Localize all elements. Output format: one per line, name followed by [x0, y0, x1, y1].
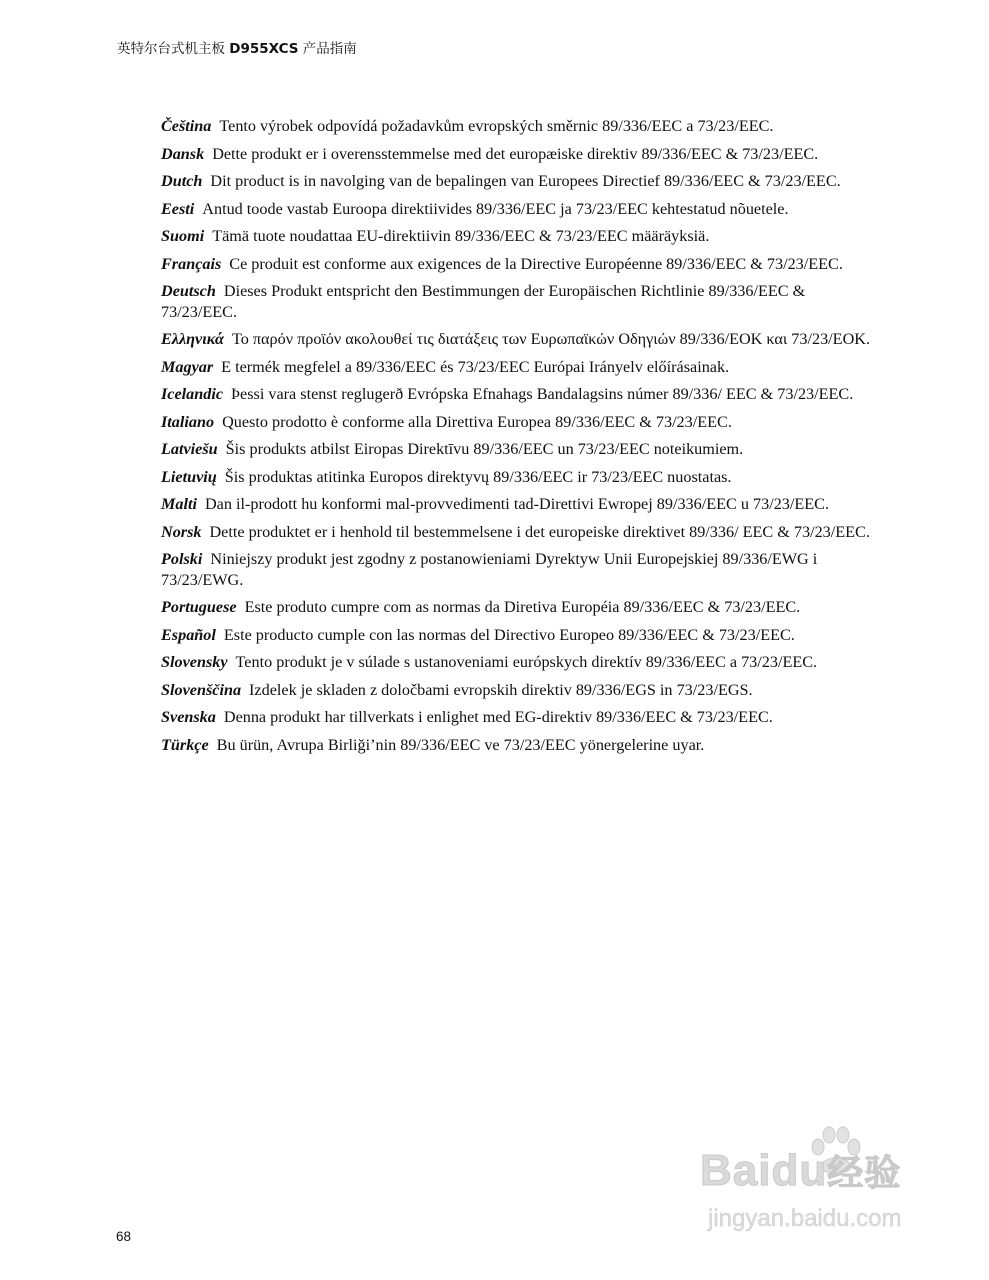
language-label: Norsk: [161, 522, 202, 541]
list-item: [161, 116, 883, 137]
header-suffix: 产品指南: [302, 41, 357, 57]
language-label: Slovenščina: [161, 680, 242, 699]
statement-text: Antud toode vastab Euroopa direktiivides 89/336/EEC ja 73/23/EEC kehtestatud nõuetele.: [202, 199, 789, 218]
statement-text: Dit product is in navolging van de bepalingen van Europees Directief 89/336/EEC & 73/23/EEC.: [210, 172, 841, 190]
statement-text: Šis produkts atbilst Eiropas Direktīvu 89/336/EEC un 73/23/EEC noteikumiem.: [225, 440, 744, 458]
list-item: [161, 735, 883, 756]
language-label: Español: [161, 625, 216, 644]
list-item: [161, 652, 883, 673]
statement-text: Izdelek je skladen z določbami evropskih direktiv 89/336/EGS in 73/23/EGS.: [249, 680, 753, 699]
list-item: [161, 494, 883, 515]
statement-text: Dette produkt er i overensstemmelse med det europæiske direktiv 89/336/EEC & 73/23/EEC.: [212, 144, 819, 163]
list-item: [161, 226, 883, 247]
statement-text: E termék megfelel a 89/336/EEC és 73/23/EEC Európai Irányelv előírásainak.: [221, 357, 730, 376]
watermark-logo: [700, 1145, 901, 1196]
statement-text: Este produto cumpre com as normas da Diretiva Européia 89/336/EEC & 73/23/EEC.: [244, 598, 801, 616]
list-item: [161, 467, 883, 488]
language-label: Dansk: [161, 144, 205, 163]
statement-text: Dette produktet er i henhold til bestemmelsene i det europeiske direktivet 89/336/ EEC & 73/23/EEC.: [209, 522, 870, 541]
language-label: Suomi: [161, 227, 205, 245]
language-label: Ελληνικά: [161, 330, 224, 348]
language-label: Icelandic: [161, 385, 224, 403]
language-label: Latviešu: [161, 440, 218, 458]
list-item: [161, 384, 883, 405]
statement-text: Šis produktas atitinka Europos direktyvų 89/336/EEC ir 73/23/EEC nuostatas.: [224, 467, 732, 486]
statement-text: Este producto cumple con las normas del Directivo Europeo 89/336/EEC & 73/23/EEC.: [223, 625, 795, 644]
list-item: [161, 412, 883, 433]
watermark-bai: Bai: [700, 1146, 772, 1195]
list-item: [161, 281, 883, 322]
header-model: D955XCS: [229, 41, 299, 57]
list-item: [161, 707, 883, 728]
language-label: Eesti: [161, 199, 195, 218]
watermark-url: jingyan.baidu.com: [708, 1205, 902, 1232]
statement-text: Tento produkt je v súlade s ustanoveniami európskych direktív 89/336/EEC a 73/23/EEC.: [235, 653, 818, 671]
language-label: Magyar: [161, 357, 214, 376]
language-label: Lietuvių: [161, 467, 217, 486]
statement-text: Þessi vara stenst reglugerð Evrópska Efnahags Bandalagsins númer 89/336/ EEC & 73/23/EEC.: [231, 385, 854, 403]
statement-text: Dan il-prodott hu konformi mal-provvedimenti tad-Direttivi Ewropej 89/336/EEC u 73/23/EEC.: [204, 495, 829, 513]
list-item: [161, 625, 883, 646]
statement-text: Tämä tuote noudattaa EU-direktiivin 89/336/EEC & 73/23/EEC määräyksiä.: [212, 227, 710, 245]
language-label: Türkçe: [161, 735, 209, 754]
compliance-list: [161, 116, 883, 762]
list-item: [161, 329, 883, 350]
list-item: [161, 680, 883, 701]
page-number: 68: [116, 1229, 132, 1244]
language-label: Deutsch: [161, 282, 216, 300]
statement-text: Questo prodotto è conforme alla Direttiva Europea 89/336/EEC & 73/23/EEC.: [222, 412, 732, 431]
list-item: [161, 144, 883, 165]
list-item: [161, 549, 883, 590]
language-label: Français: [161, 254, 222, 273]
list-item: [161, 199, 883, 220]
list-item: [161, 357, 883, 378]
language-label: Slovensky: [161, 653, 228, 671]
statement-text: Denna produkt har tillverkats i enlighet med EG-direktiv 89/336/EEC & 73/23/EEC.: [223, 708, 773, 726]
statement-text: Ce produit est conforme aux exigences de la Directive Européenne 89/336/EEC & 73/23/EEC.: [229, 254, 843, 273]
language-label: Malti: [161, 495, 197, 513]
statement-text: Tento výrobek odpovídá požadavkům evropských směrnic 89/336/EEC a 73/23/EEC.: [219, 117, 774, 135]
watermark-du: du: [771, 1146, 828, 1195]
running-header: [117, 37, 949, 57]
language-label: Dutch: [161, 172, 203, 190]
list-item: [161, 439, 883, 460]
statement-text: Niniejszy produkt jest zgodny z postanowieniami Dyrektyw Unii Europejskiej 89/336/EWG i 73/23/EWG.: [161, 550, 818, 589]
list-item: [161, 597, 883, 618]
language-label: Polski: [161, 550, 203, 568]
language-label: Portuguese: [161, 598, 237, 616]
header-prefix: 英特尔台式机主板: [117, 41, 225, 57]
statement-text: Dieses Produkt entspricht den Bestimmungen der Europäischen Richtlinie 89/336/EEC & 73/23/EEC.: [161, 282, 806, 321]
language-label: Svenska: [161, 708, 216, 726]
list-item: [161, 171, 883, 192]
list-item: [161, 522, 883, 543]
watermark-jingyan: 经验: [827, 1153, 902, 1194]
language-label: Italiano: [161, 412, 215, 431]
baidu-jingyan-watermark: [700, 1125, 940, 1245]
list-item: [161, 254, 883, 275]
statement-text: Bu ürün, Avrupa Birliği’nin 89/336/EEC ve 73/23/EEC yönergelerine uyar.: [216, 735, 705, 754]
statement-text: Το παρόν προϊόν ακολουθεί τις διατάξεις των Ευρωπαϊκών Οδηγιών 89/336/ΕΟΚ και 73/23/ΕΟΚ.: [231, 330, 870, 348]
language-label: Čeština: [161, 117, 212, 135]
